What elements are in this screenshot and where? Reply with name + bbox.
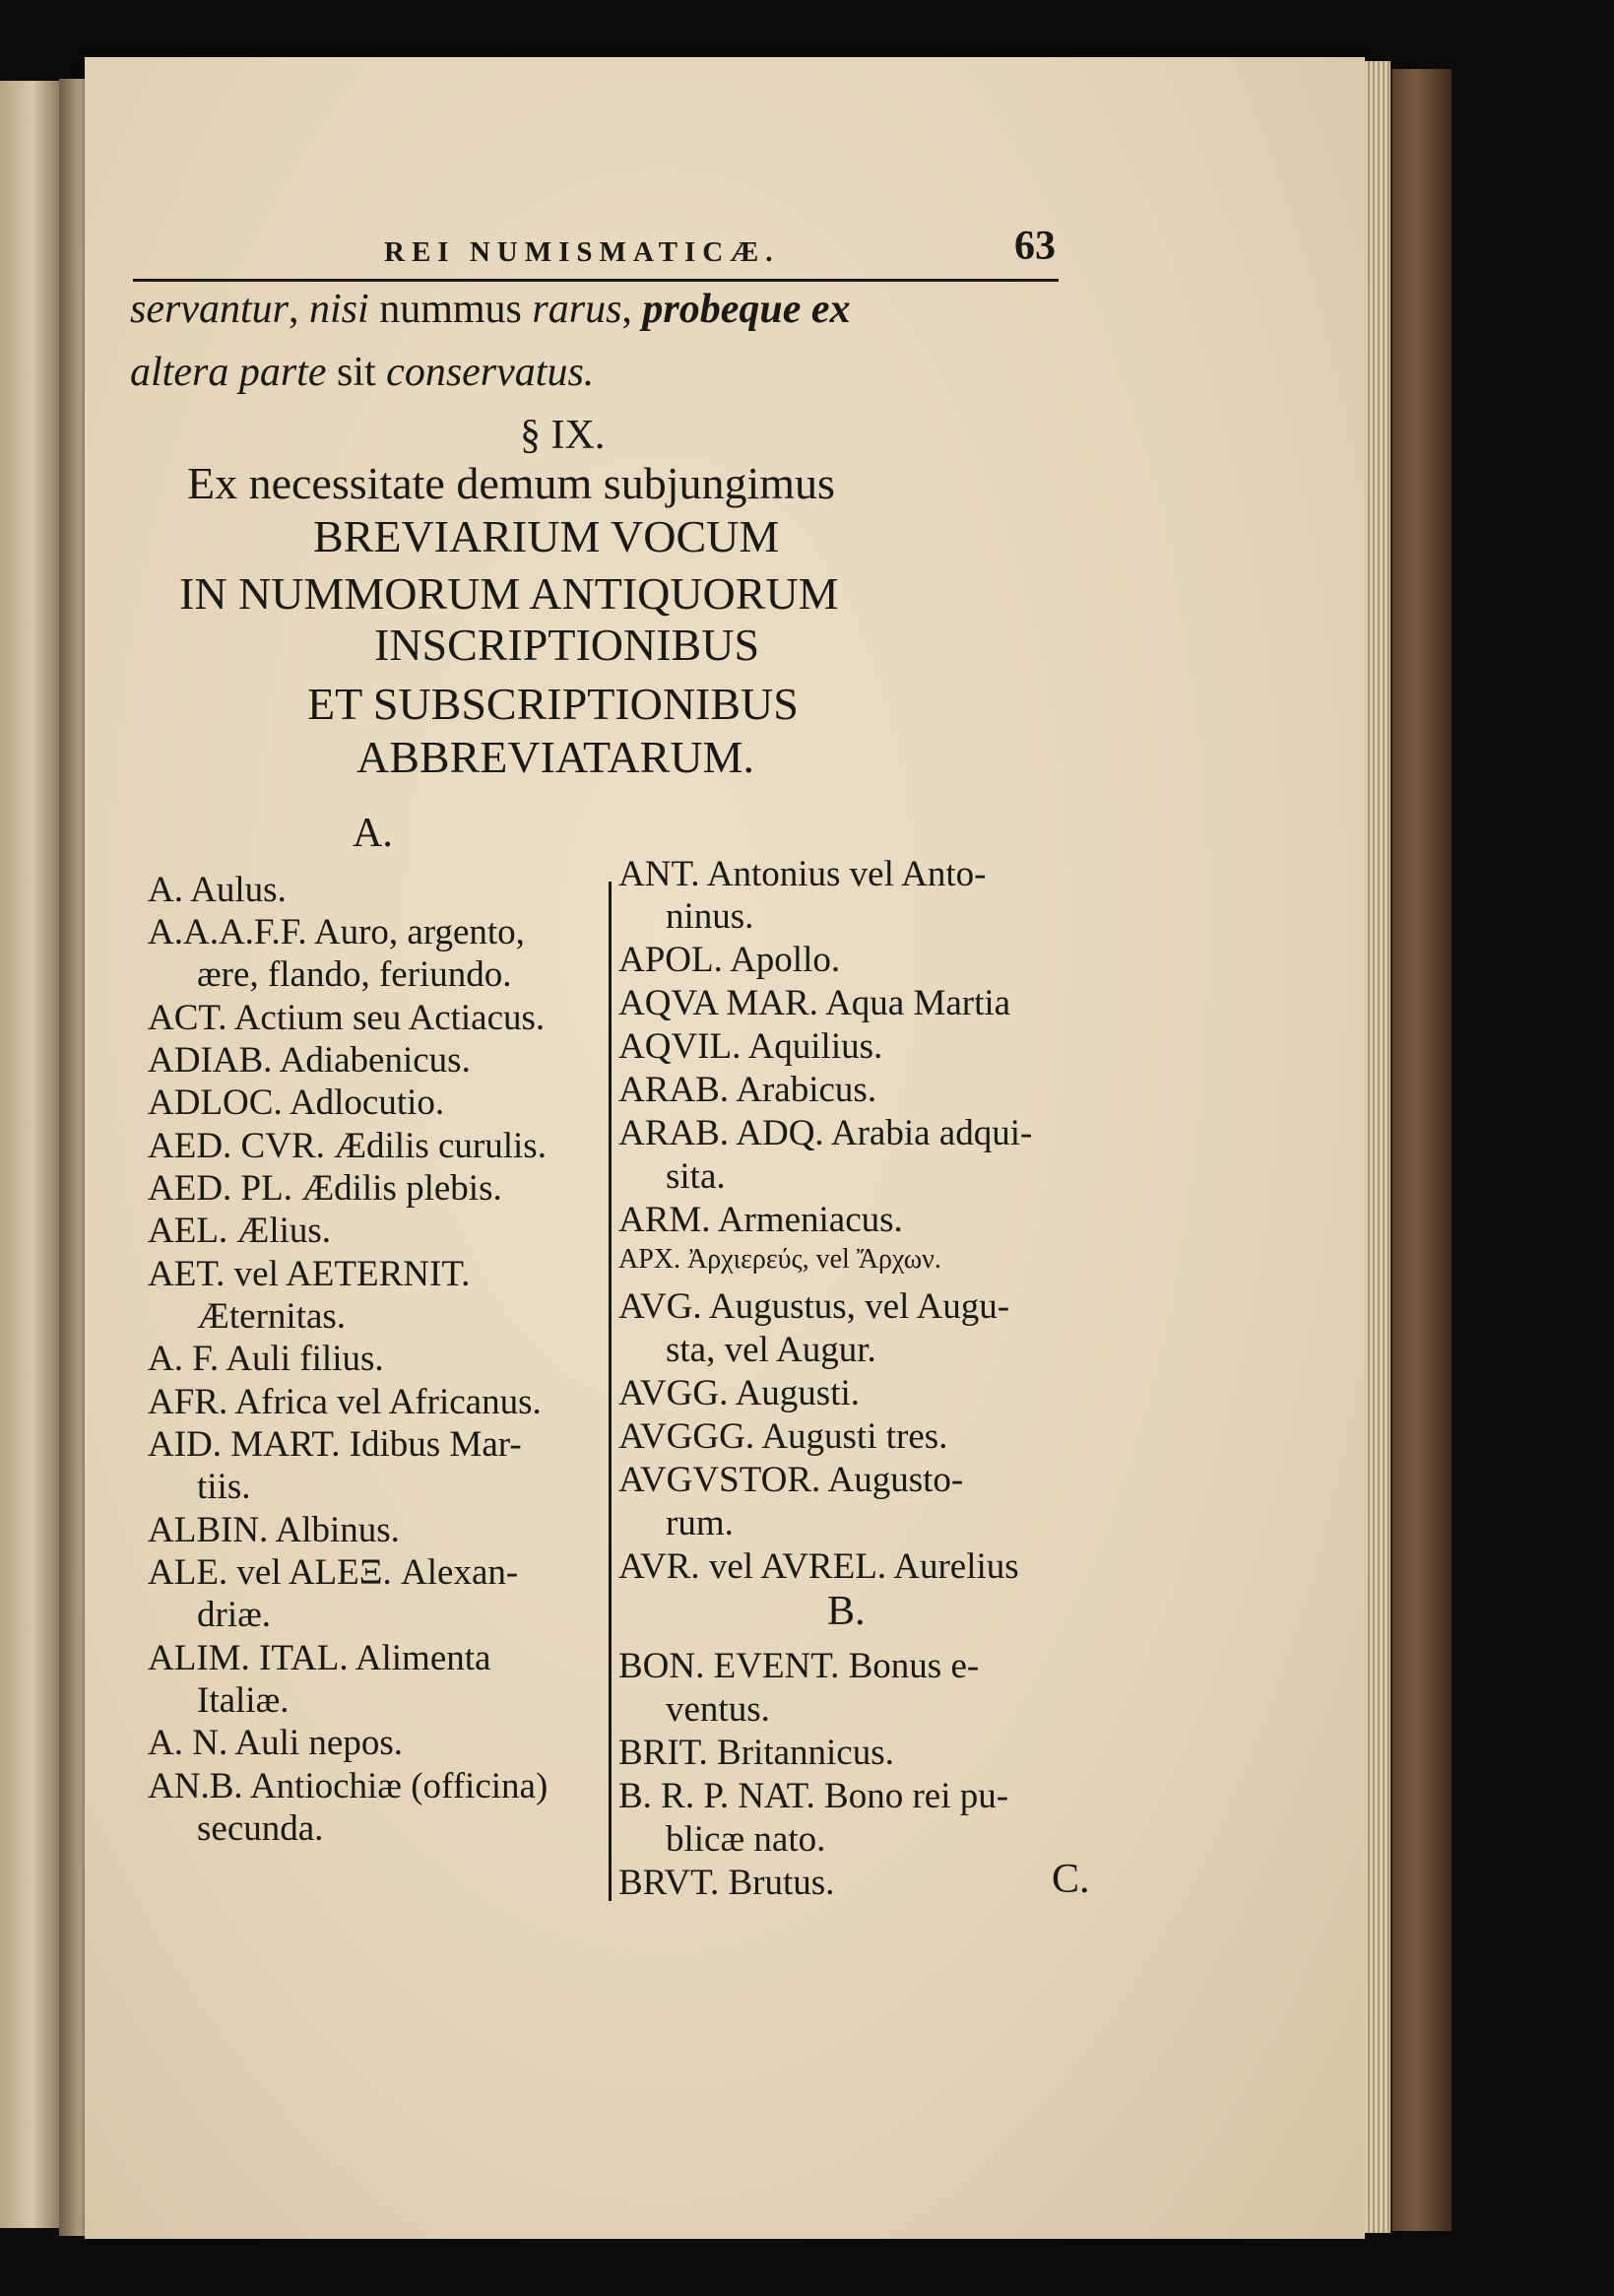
- right-entry: ninus.: [666, 896, 754, 937]
- right-entry: sita.: [666, 1156, 726, 1197]
- intro-line-2: altera parte sit conservatus.: [130, 350, 595, 395]
- section-mark: § IX.: [520, 413, 606, 458]
- left-entry: A.A.A.F.F. Auro, argento,: [148, 912, 525, 952]
- left-entry: A. F. Auli filius.: [148, 1339, 384, 1379]
- left-entry: ALE. vel ALEΞ. Alexan-: [148, 1552, 519, 1593]
- left-entry: AEL. Ælius.: [148, 1211, 332, 1251]
- intro-line-1: servantur, nisi nummus rarus, probeque ex: [130, 287, 851, 332]
- right-entry: AQVA MAR. Aqua Martia: [618, 983, 1011, 1023]
- right-entry: ARM. Armeniacus.: [618, 1200, 903, 1240]
- right-entry: ANT. Antonius vel Anto-: [618, 854, 987, 894]
- letter-a-heading: A.: [353, 811, 393, 856]
- right-entry: B. R. P. NAT. Bono rei pu-: [618, 1776, 1009, 1816]
- left-entry: AED. CVR. Ædilis curulis.: [148, 1126, 547, 1166]
- left-entry: ALIM. ITAL. Alimenta: [148, 1638, 491, 1678]
- left-entry: A. Aulus.: [148, 870, 287, 910]
- right-entry: AVG. Augustus, vel Augu-: [618, 1286, 1010, 1327]
- book-cover-edge: [1390, 69, 1452, 2231]
- right-entry: AVGGG. Augusti tres.: [618, 1416, 948, 1457]
- left-entry: AET. vel AETERNIT.: [148, 1254, 471, 1294]
- right-entry: APX. Ἀρχιερεύς, vel Ἄρχων.: [618, 1244, 941, 1275]
- left-page-edge: [0, 81, 62, 2228]
- right-entry: AVR. vel AVREL. Aurelius: [618, 1546, 1019, 1587]
- right-entry: ARAB. ADQ. Arabia adqui-: [618, 1113, 1033, 1153]
- column-divider: [609, 882, 612, 1901]
- left-entry: ADLOC. Adlocutio.: [148, 1082, 445, 1123]
- heading-line-6: ABBREVIATARUM.: [356, 732, 754, 782]
- running-title: REI NUMISMATICÆ.: [384, 236, 780, 268]
- left-entry: ære, flando, feriundo.: [197, 954, 512, 995]
- right-entry: rum.: [666, 1503, 734, 1543]
- heading-line-4: INSCRIPTIONIBUS: [374, 620, 760, 670]
- heading-line-3: IN NUMMORUM ANTIQUORUM: [179, 568, 839, 619]
- left-entry: AED. PL. Ædilis plebis.: [148, 1168, 502, 1209]
- left-entry: AN.B. Antiochiæ (officina): [148, 1766, 549, 1806]
- left-entry: secunda.: [197, 1808, 324, 1849]
- left-entry: ACT. Actium seu Actiacus.: [148, 998, 546, 1038]
- left-entry: tiis.: [197, 1467, 251, 1507]
- right-entry: blicæ nato.: [666, 1819, 826, 1860]
- heading-line-1: Ex necessitate demum subjungimus: [187, 458, 835, 508]
- page-block-edge: [1365, 61, 1390, 2233]
- right-entry: ARAB. Arabicus.: [618, 1070, 877, 1110]
- left-entry: ALBIN. Albinus.: [148, 1510, 400, 1550]
- right-entry: AVGG. Augusti.: [618, 1373, 860, 1413]
- heading-line-2: BREVIARIUM VOCUM: [313, 511, 780, 561]
- header-rule: [133, 279, 1059, 282]
- right-entry: AVGVSTOR. Augusto-: [618, 1460, 964, 1500]
- letter-c-heading: C.: [1052, 1857, 1090, 1902]
- left-entry: AID. MART. Idibus Mar-: [148, 1424, 522, 1465]
- left-entry: AFR. Africa vel Africanus.: [148, 1382, 542, 1422]
- left-entry: Italiæ.: [197, 1680, 290, 1721]
- letter-b-heading: B.: [827, 1589, 866, 1634]
- left-entry: driæ.: [197, 1595, 272, 1635]
- right-entry: AQVIL. Aquilius.: [618, 1026, 883, 1067]
- right-entry: BRIT. Britannicus.: [618, 1733, 894, 1773]
- left-entry: Æternitas.: [197, 1296, 347, 1337]
- left-entry: A. N. Auli nepos.: [148, 1723, 403, 1763]
- heading-line-5: ET SUBSCRIPTIONIBUS: [307, 679, 799, 729]
- right-entry: ventus.: [666, 1689, 770, 1730]
- right-entry: BON. EVENT. Bonus e-: [618, 1646, 980, 1686]
- right-entry: BRVT. Brutus.: [618, 1863, 835, 1903]
- right-entry: APOL. Apollo.: [618, 940, 841, 980]
- right-entry: sta, vel Augur.: [666, 1330, 876, 1370]
- page-number: 63: [1014, 224, 1056, 269]
- left-entry: ADIAB. Adiabenicus.: [148, 1040, 471, 1081]
